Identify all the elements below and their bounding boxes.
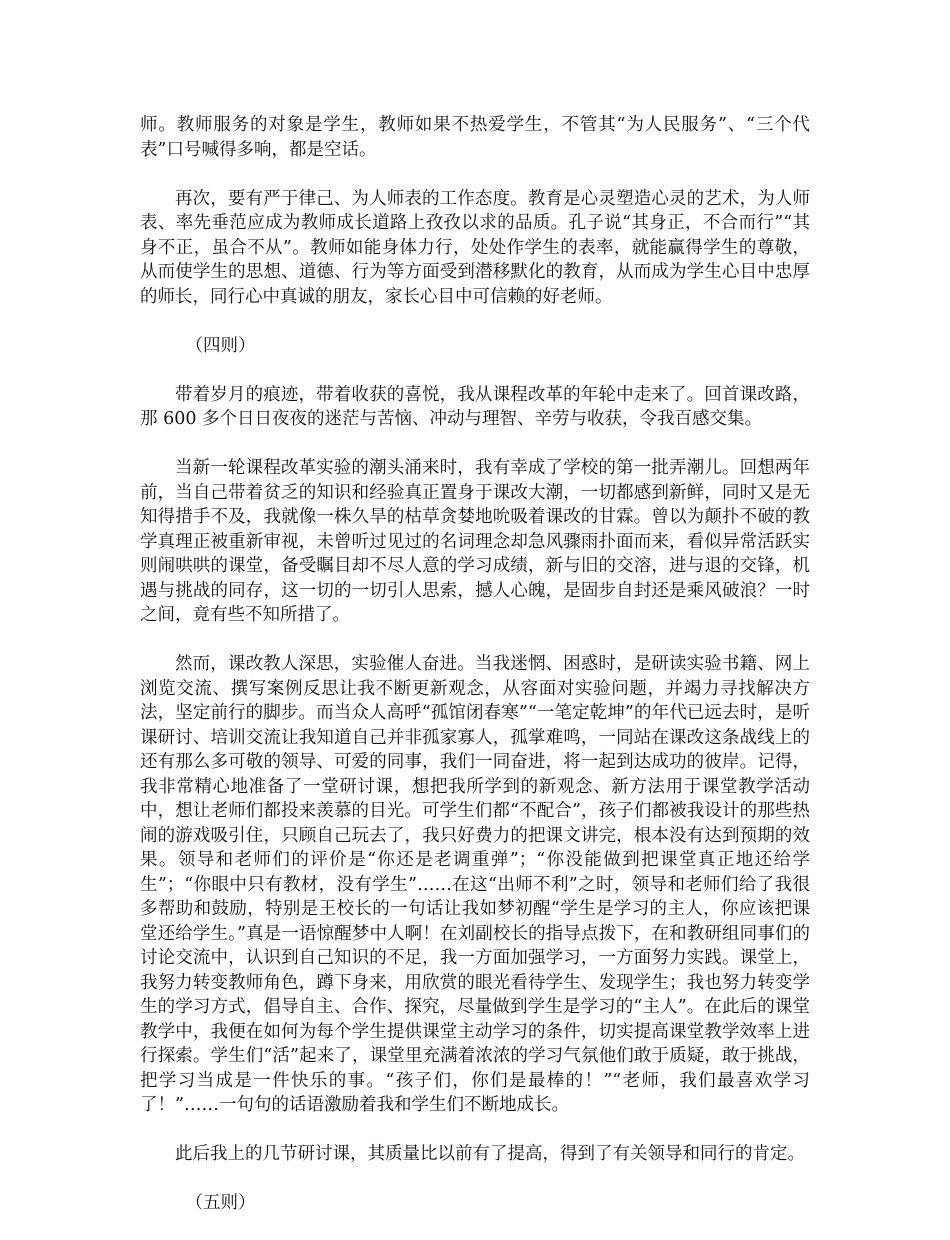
paragraph-intro-continuation: 师。教师服务的对象是学生，教师如果不热爱学生，不管其“为人民服务”、“三个代表”口号喊得多响，都是空话。 — [140, 115, 810, 160]
paragraph-later-lessons: 此后我上的几节研讨课，其质量比以前有了提高，得到了有关领导和同行的肯定。 — [175, 1144, 805, 1164]
paragraph-reform-tide: 当新一轮课程改革实验的潮头涌来时，我有幸成了学校的第一批弄潮儿。回想两年前，当自己带着贫乏的知识和经验真正置身于课改大潮，一切都感到新鲜，同时又是无知得措手不及，我就像一株久旱的枯草贪婪地吮吸着课改的甘霖。曾以为颠扑不破的教学真理正被重新审视，未曾听过见过的名词理念却急风骤雨扑面而来，看似异常活跃实则闹哄哄的课堂，备受瞩目却不尽人意的学习成绩，新与旧的交溶，进与退的交锋，机遇与挑战的同存，这一切的一切引人思索，撼人心魄，是固步自封还是乘风破浪？一时之间，竟有些不知所措了。 — [140, 458, 810, 625]
section-heading-four: （四则） — [185, 335, 256, 356]
paragraph-reform-reflection: 然而，课改教人深思，实验催人奋进。当我迷惘、困惑时，是研读实验书籍、网上浏览交流、撰写案例反思让我不断更新观念，从容面对实验问题，并竭力寻找解决方法，坚定前行的脚步。而当众人高呼“孤馆闭春寒”“一笔定乾坤”的年代已远去时，是听课研讨、培训交流让我知道自己并非孤家寡人，孤掌难鸣，一同站在课改这条战线上的还有那么多可敬的领导、可爱的同事，我们一同奋进，将一起到达成功的彼岸。记得，我非常精心地准备了一堂研讨课，想把我所学到的新观念、新方法用于课堂教学活动中，想让老师们都投来羡慕的目光。可学生们都“不配合”，孩子们都被我设计的那些热闹的游戏吸引住，只顾自己玩去了，我只好费力的把课文讲完，根本没有达到预期的效果。领导和老师们的评价是“你还是老调重弹”；“你没能做到把课堂真正地还给学生”；“你眼中只有教材，没有学生”……在这“出师不利”之时，领导和老师们给了我很多帮助和鼓励，特别是王校长的一句话让我如梦初醒“学生是学习的主人，你应该把课堂还给学生。”真是一语惊醒梦中人啊！在刘副校长的指导点拨下，在和教研组同事们的讨论交流中，认识到自己知识的不足，我一方面加强学习，一方面努力实践。课堂上，我努力转变教师角色，蹲下身来，用欣赏的眼光看待学生、发现学生；我也努力转变学生的学习方式，倡导自主、合作、探究，尽量做到学生是学习的“主人”。在此后的课堂教学中，我便在如何为每个学生提供课堂主动学习的条件，切实提高课堂教学效率上进行探索。学生们“活”起来了，课堂里充满着浓浓的学习气氛他们敢于质疑，敢于挑战，把学习当成是一件快乐的事。“孩子们，你们是最棒的！”“老师，我们最喜欢学习了！”……一句句的话语激励着我和学生们不断地成长。 — [140, 654, 810, 1115]
paragraph-reform-years: 带着岁月的痕迹，带着收获的喜悦，我从课程改革的年轮中走来了。回首课改路，那 600 多个日日夜夜的迷茫与苦恼、冲动与理智、辛劳与收获，令我百感交集。 — [140, 384, 810, 429]
document-body — [140, 113, 810, 1240]
paragraph-teacher-attitude: 再次，要有严于律己、为人师表的工作态度。教育是心灵塑造心灵的艺术，为人师表、率先垂范应成为教师成长道路上孜孜以求的品质。孔子说“其身正，不合而行”“其身不正，虽合不从”。教师如能身体力行，处处作学生的表率，就能赢得学生的尊敬，从而使学生的思想、道德、行为等方面受到潜移默化的教育，从而成为学生心目中忠厚的师长，同行心中真诚的朋友，家长心目中可信赖的好老师。 — [140, 188, 810, 307]
section-heading-five: （五则） — [185, 1193, 256, 1213]
